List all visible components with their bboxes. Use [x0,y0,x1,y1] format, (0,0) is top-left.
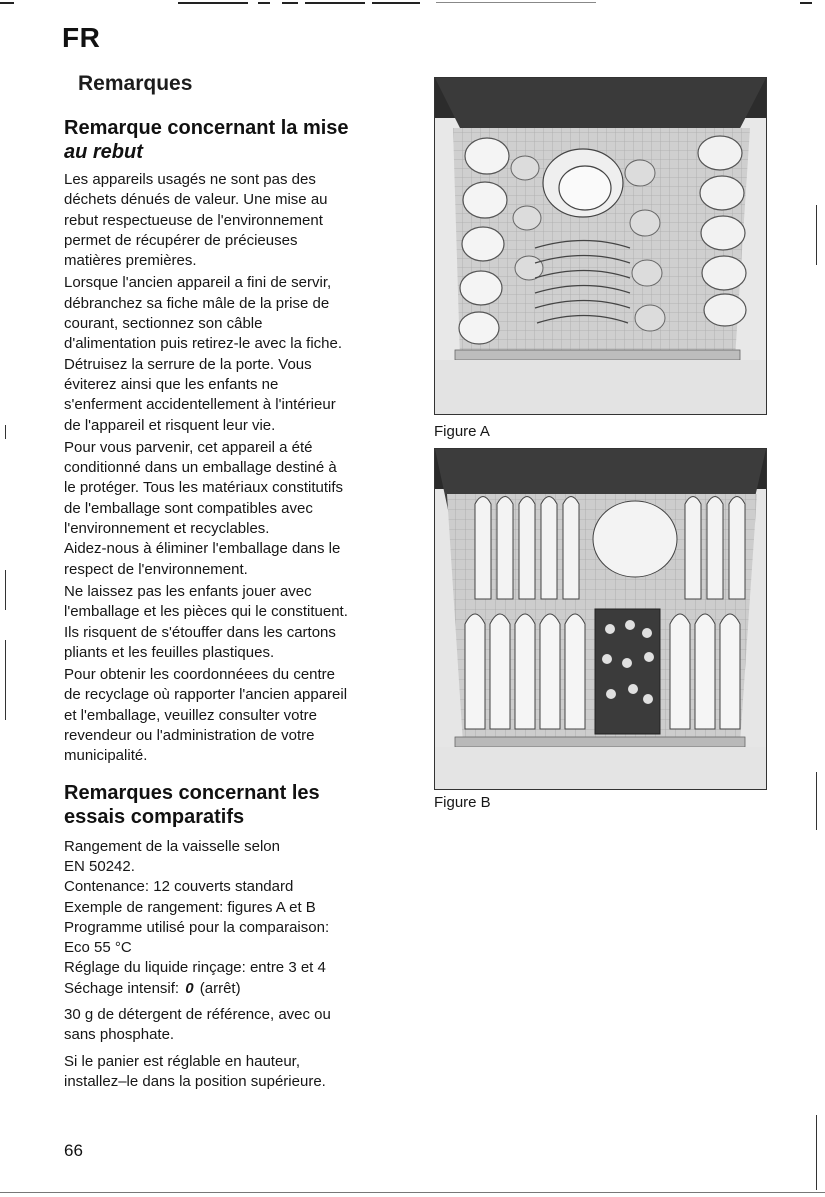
text-line: de l'appareil et risquent leur vie. [64,416,276,434]
text-line: Pour obtenir les coordonnéees du centre [64,666,336,684]
scan-mark [816,772,817,830]
language-tag: FR [62,22,101,53]
text-line: de recyclage où rapporter l'ancien appareil [64,686,348,704]
tests-heading-line2: essais comparatifs [64,805,245,828]
text-line: Si le panier est réglable en hauteur, [64,1052,300,1070]
tests-heading [64,781,414,829]
text-line: Pour vous parvenir, cet appareil a été [64,438,313,456]
section-title [78,72,192,96]
lower-basket-illustration [435,449,766,789]
text-line: courant, sectionnez son câble [64,315,263,333]
section-title-text: Remarques [78,72,193,95]
disposal-paragraph [64,665,414,766]
text-line: municipalité. [64,747,148,765]
scan-mark [5,640,6,720]
text-line: matières premières. [64,252,197,270]
text-line: Réglage du liquide rinçage: entre 3 et 4 [64,959,326,977]
disposal-heading [64,116,414,164]
disposal-paragraph [64,170,414,271]
text-line: éviterez ainsi que les enfants ne [64,375,279,393]
drying-label: Séchage intensif: [64,979,180,997]
text-line: de l'emballage sont compatibles avec [64,499,313,517]
text-line: Les appareils usagés ne sont pas des [64,171,316,188]
text-line: l'environnement et recyclables. [64,520,270,538]
text-line: l'emballage et les pièces qui le constituent. [64,603,348,621]
figure-a-caption: Figure A [434,423,490,440]
figure-a-photo [434,77,767,415]
tests-specifications [64,837,414,999]
scan-mark [816,205,817,265]
text-line: Rangement de la vaisselle selon [64,837,280,855]
drying-state: (arrêt) [199,979,241,997]
figure-b-photo [434,448,767,790]
disposal-heading-line2: au rebut [64,141,143,163]
basket-note [64,1052,414,1093]
text-line: Aidez-nous à éliminer l'emballage dans le [64,540,341,558]
text-line: EN 50242. [64,857,135,875]
text-line: respect de l'environnement. [64,560,248,578]
text-line: installez–le dans la position supérieure. [64,1072,326,1090]
text-line: conditionné dans un emballage destiné à [64,459,337,477]
main-text-column [64,116,414,1092]
text-line: Eco 55 °C [64,939,132,957]
text-line: débranchez sa fiche mâle de la prise de [64,294,330,312]
text-line: Contenance: 12 couverts standard [64,878,294,896]
text-line: Ils risquent de s'étouffer dans les cartons [64,623,336,641]
text-line: rebut respectueuse de l'environnement [64,211,323,229]
figure-b-caption: Figure B [434,794,491,811]
disposal-paragraph [64,273,414,435]
text-line: Lorsque l'ancien appareil a fini de servir, [64,274,332,292]
disposal-paragraph [64,582,414,663]
text-line: Programme utilisé pour la comparaison: [64,918,330,936]
text-line: sans phosphate. [64,1026,175,1044]
detergent-note [64,1005,414,1046]
upper-basket-illustration [435,78,766,414]
drying-line [64,979,414,999]
text-line: et l'emballage, veuillez consulter votre [64,706,317,724]
top-scan-rule [0,2,825,6]
scan-mark [5,570,6,610]
tests-heading-line1: Remarques concernant les [64,781,320,804]
disposal-paragraph [64,438,414,580]
text-line: déchets dénués de valeur. Une mise au [64,191,328,209]
text-line: pliants et les feuilles plastiques. [64,643,275,661]
text-line: d'alimentation puis retirez-le avec la fiche. [64,335,342,353]
scan-mark [816,1115,817,1190]
text-line: s'enferment accidentellement à l'intérieur [64,396,336,414]
page-number: 66 [64,1141,83,1160]
scan-mark [5,425,6,439]
text-line: 30 g de détergent de référence, avec ou [64,1005,331,1023]
drying-off-symbol: 0 [185,979,194,997]
bottom-scan-rule [0,1192,825,1193]
text-line: revendeur ou l'administration de votre [64,727,315,745]
disposal-heading-line1: Remarque concernant la mise [64,117,349,139]
text-line: permet de récupérer de précieuses [64,231,298,249]
text-line: Exemple de rangement: figures A et B [64,898,316,916]
text-line: Ne laissez pas les enfants jouer avec [64,582,312,600]
text-line: le protéger. Tous les matériaux constitutifs [64,479,344,497]
text-line: Détruisez la serrure de la porte. Vous [64,355,312,373]
